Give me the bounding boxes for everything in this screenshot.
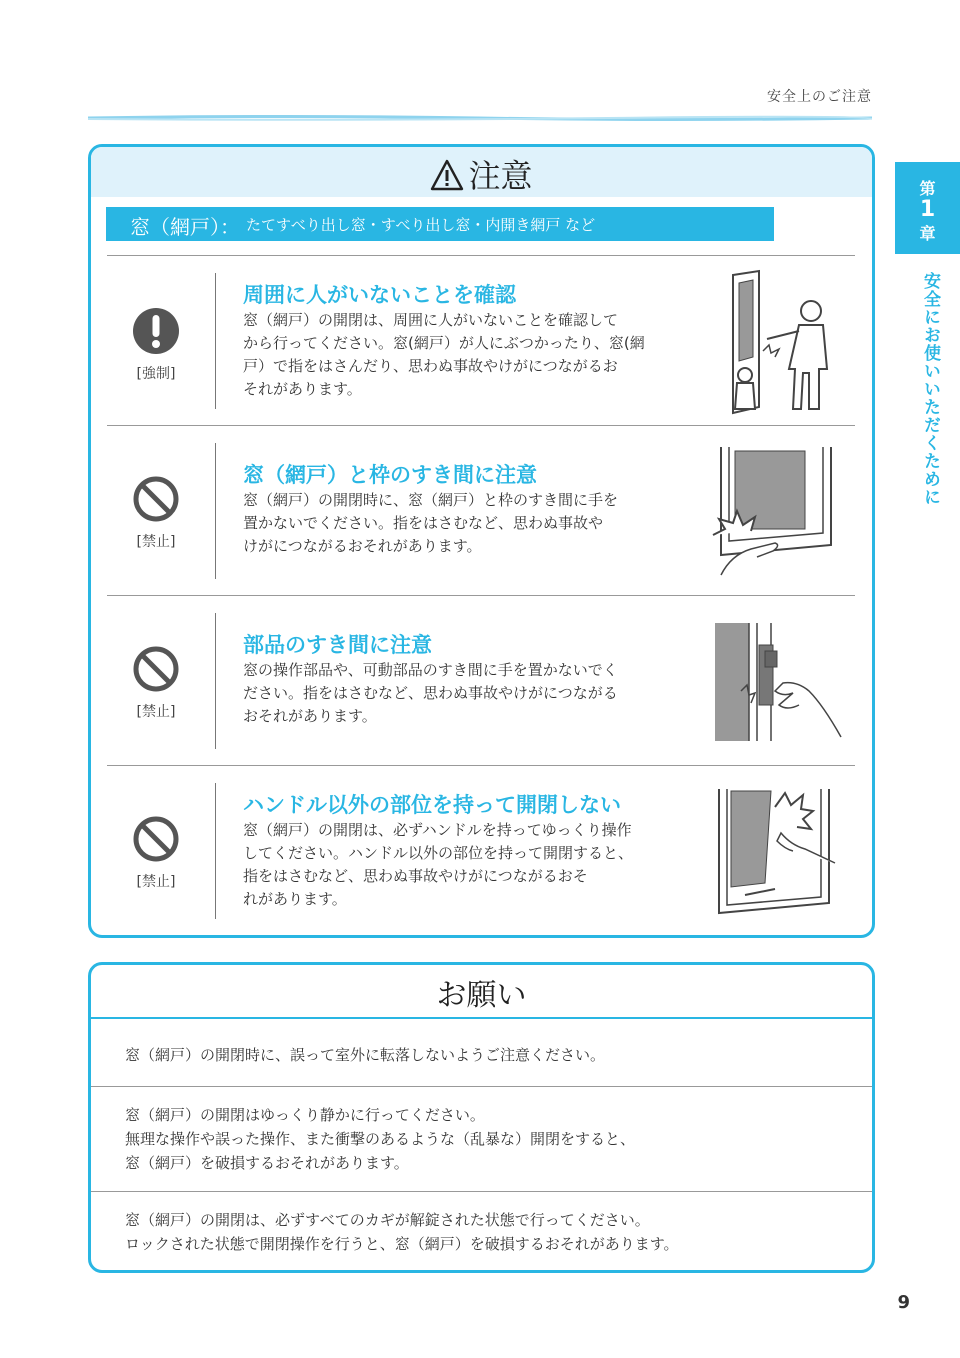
symbol-label: [禁止]	[136, 874, 176, 890]
item-body	[243, 659, 683, 728]
symbol-label: [強制]	[136, 366, 176, 382]
prohibited-icon	[132, 475, 180, 523]
chapter-title: 安全にお使いいただくために	[920, 272, 940, 506]
vertical-divider	[215, 443, 216, 579]
caution-title-row	[91, 151, 872, 197]
item-body	[243, 309, 683, 401]
request-line: 窓（網戸）を破損するおそれがあります。	[125, 1154, 409, 1172]
symbol-mandatory	[121, 307, 191, 383]
item-title: 周囲に人がいないことを確認	[243, 283, 516, 307]
page-number: 9	[897, 1292, 910, 1313]
symbol-label: [禁止]	[136, 704, 176, 720]
hand-in-frame-gap-illustration	[711, 445, 839, 581]
hand-near-handle-illustration	[713, 621, 843, 747]
header-section-title: 安全上のご注意	[767, 89, 872, 105]
chapter-prefix: 第	[919, 179, 936, 198]
symbol-prohibited	[121, 815, 191, 891]
item-body-line: 指をはさむなど、思わぬ事故やけがにつながるおそ	[243, 867, 588, 885]
item-body-line: 置かないでください。指をはさむなど、思わぬ事故や	[243, 514, 604, 532]
vertical-divider	[215, 783, 216, 919]
chapter-suffix: 章	[919, 224, 936, 243]
request-box	[88, 962, 875, 1273]
item-body-line: から行ってください。窓(網戸）が人にぶつかったり、窓(網	[243, 334, 645, 352]
prohibited-icon	[132, 645, 180, 693]
caution-box	[88, 144, 875, 938]
request-line: 窓（網戸）の開閉時に、誤って室外に転落しないようご注意ください。	[125, 1046, 606, 1064]
item-body-line: それがあります。	[243, 380, 362, 398]
item-body-line: してください。ハンドル以外の部位を持って開閉すると、	[243, 844, 634, 862]
request-line: 無理な操作や誤った操作、また衝撃のあるような（乱暴な）開閉をすると、	[125, 1130, 636, 1148]
category-label: 窓（網戸）：	[130, 215, 240, 239]
vertical-divider	[215, 273, 216, 409]
item-body-line: 窓の操作部品や、可動部品のすき間に手を置かないでく	[243, 661, 618, 679]
caution-item-handle-only	[91, 765, 872, 935]
item-title: ハンドル以外の部位を持って開閉しない	[243, 793, 621, 817]
item-body-line: 窓（網戸）の開閉時に、窓（網戸）と枠のすき間に手を	[243, 491, 619, 509]
warning-triangle-icon	[430, 159, 464, 191]
divider	[91, 1191, 872, 1192]
caution-item-confirm-surroundings	[91, 255, 872, 425]
prohibited-icon	[132, 815, 180, 863]
item-title: 窓（網戸）と枠のすき間に注意	[243, 463, 537, 487]
header-brush-line	[88, 114, 872, 122]
symbol-prohibited	[121, 645, 191, 721]
exclamation-icon	[132, 307, 180, 355]
request-line: ロックされた状態で開閉操作を行うと、窓（網戸）を破損するおそれがあります。	[125, 1235, 679, 1253]
item-body-line: ださい。指をはさむなど、思わぬ事故やけがにつながる	[243, 684, 618, 702]
hand-on-sash-edge-illustration	[715, 787, 837, 917]
vertical-divider	[215, 613, 216, 749]
caution-item-frame-gap	[91, 425, 872, 595]
request-title: お願い	[436, 978, 527, 1013]
item-body	[243, 489, 683, 558]
symbol-prohibited	[121, 475, 191, 551]
item-body	[243, 819, 683, 911]
chapter-tab[interactable]	[895, 162, 960, 254]
item-title: 部品のすき間に注意	[243, 633, 432, 657]
caution-item-parts-gap	[91, 595, 872, 765]
request-line: 窓（網戸）の開閉はゆっくり静かに行ってください。	[125, 1106, 485, 1124]
divider	[91, 1086, 872, 1087]
request-title-rule	[91, 1017, 872, 1019]
caution-header	[91, 147, 872, 197]
caution-title: 注意	[468, 157, 533, 195]
item-body-line: れがあります。	[243, 890, 347, 908]
item-body-line: けがにつながるおそれがあります。	[243, 537, 482, 555]
item-body-line: 窓（網戸）の開閉は、必ずハンドルを持ってゆっくり操作	[243, 821, 632, 839]
item-body-line: 戸）で指をはさんだり、思わぬ事故やけがにつながるお	[243, 357, 618, 375]
request-item	[125, 1103, 845, 1175]
request-item	[125, 1043, 845, 1067]
person-at-window-illustration	[723, 269, 853, 417]
category-bar	[106, 207, 774, 241]
request-line: 窓（網戸）の開閉は、必ずすべてのカギが解錠された状態で行ってください。	[125, 1211, 650, 1229]
symbol-label: [禁止]	[136, 534, 176, 550]
request-item	[125, 1208, 845, 1256]
item-body-line: 窓（網戸）の開閉は、周囲に人がいないことを確認して	[243, 311, 619, 329]
chapter-number: 1	[919, 197, 936, 222]
category-items: たてすべり出し窓・すべり出し窓・内開き網戸 など	[246, 216, 596, 234]
item-body-line: おそれがあります。	[243, 707, 377, 725]
